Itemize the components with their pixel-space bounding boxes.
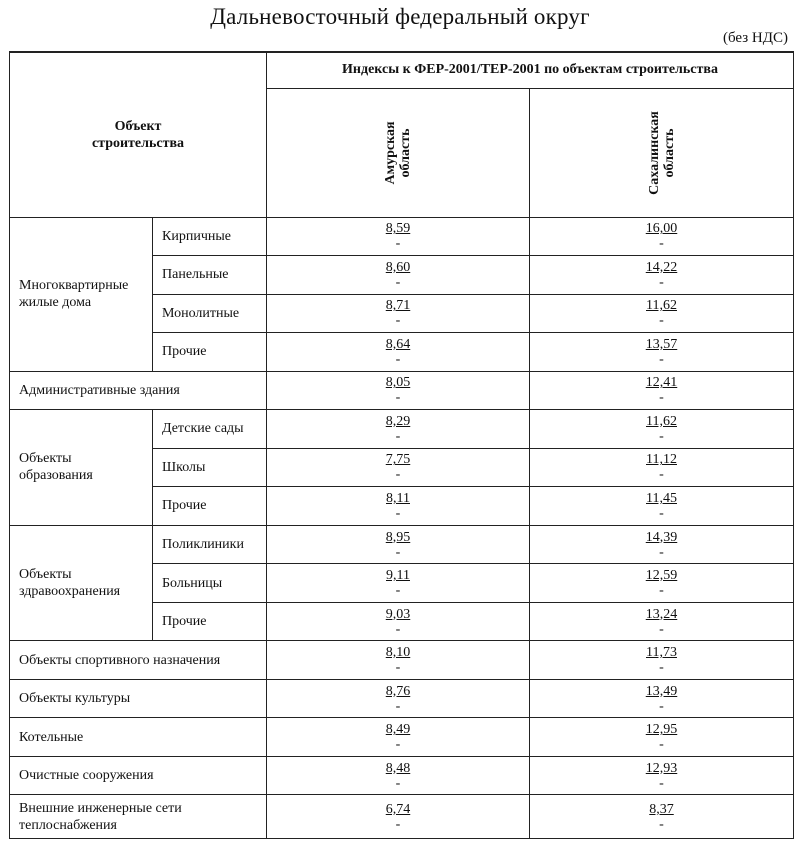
value-sakhalin: 14,39 - (530, 525, 794, 564)
value-sakhalin: 13,57 - (530, 333, 794, 372)
row-label: Монолитные (153, 294, 267, 333)
table-row (10, 756, 794, 795)
group-label-line1: Объекты (19, 451, 72, 467)
row-label: Объекты спортивного назначения (10, 641, 267, 680)
table-row (10, 795, 794, 839)
value-sakhalin: 12,41 - (530, 371, 794, 410)
row-label: Прочие (153, 602, 267, 641)
page-title: Дальневосточный федеральный округ (210, 4, 590, 29)
value-sakhalin: 14,22 - (530, 256, 794, 295)
value-amur: 9,11 - (267, 564, 530, 603)
row-label: Административные здания (10, 371, 267, 410)
value-amur: 8,95 - (267, 525, 530, 564)
value-amur: 6,74 - (267, 795, 530, 839)
header-col-amur-line2: область (398, 128, 413, 178)
index-table (9, 51, 794, 839)
table-row (10, 718, 794, 757)
value-amur: 8,10 - (267, 641, 530, 680)
row-label: Котельные (10, 718, 267, 757)
row-label: Больницы (153, 564, 267, 603)
vat-note: (без НДС) (722, 30, 788, 46)
header-col-sakhalin-line1: Сахалинская (646, 110, 662, 195)
header-col-amur-line1: Амурская (383, 120, 398, 185)
value-amur: 8,48 - (267, 756, 530, 795)
value-sakhalin: 12,93 - (530, 756, 794, 795)
value-amur: 7,75 - (267, 448, 530, 487)
group-label-line1: Объекты (19, 567, 72, 583)
table-row (10, 679, 794, 718)
value-sakhalin: 11,62 - (530, 410, 794, 449)
table-row (10, 371, 794, 410)
header-col-sakhalin (530, 88, 794, 217)
header-object-line2: строительства (91, 135, 185, 151)
row-label-line1: Внешние инженерные сети (19, 800, 182, 816)
row-label: Прочие (153, 333, 267, 372)
table-row (10, 641, 794, 680)
table-row (10, 410, 794, 449)
value-amur: 8,59 - (267, 217, 530, 256)
group-label (10, 217, 153, 371)
value-amur: 9,03 - (267, 602, 530, 641)
value-amur: 8,60 - (267, 256, 530, 295)
value-sakhalin: 12,95 - (530, 718, 794, 757)
header-col-amur (267, 88, 530, 217)
value-amur: 8,49 - (267, 718, 530, 757)
value-amur: 8,29 - (267, 410, 530, 449)
value-sakhalin: 11,62 - (530, 294, 794, 333)
row-label: Детские сады (153, 410, 267, 449)
row-label (10, 795, 267, 839)
row-label: Панельные (153, 256, 267, 295)
row-label-line2: теплоснабжения (19, 817, 117, 833)
value-sakhalin: 13,49 - (530, 679, 794, 718)
header-object (10, 52, 267, 217)
value-amur: 8,05 - (267, 371, 530, 410)
value-amur: 8,76 - (267, 679, 530, 718)
group-label-line1: Многоквартирные (19, 278, 129, 294)
group-label-line2: здравоохранения (19, 584, 121, 600)
value-sakhalin: 11,73 - (530, 641, 794, 680)
table-row (10, 525, 794, 564)
row-label: Очистные сооружения (10, 756, 267, 795)
value-sakhalin: 12,59 - (530, 564, 794, 603)
value-sakhalin: 16,00 - (530, 217, 794, 256)
value-sakhalin: 11,12 - (530, 448, 794, 487)
header-indices: Индексы к ФЕР-2001/ТЕР-2001 по объектам строительства (267, 52, 794, 88)
header-col-sakhalin-line2: область (661, 128, 677, 177)
header-object-line1: Объект (114, 118, 162, 134)
value-amur: 8,71 - (267, 294, 530, 333)
row-label: Поликлиники (153, 525, 267, 564)
group-label-line2: жилые дома (19, 295, 92, 311)
value-sakhalin: 13,24 - (530, 602, 794, 641)
group-label-line2: образования (19, 468, 93, 484)
value-sakhalin: 8,37 - (530, 795, 794, 839)
value-amur: 8,64 - (267, 333, 530, 372)
row-label: Кирпичные (153, 217, 267, 256)
group-label (10, 410, 153, 526)
value-amur: 8,11 - (267, 487, 530, 526)
row-label: Прочие (153, 487, 267, 526)
row-label: Школы (153, 448, 267, 487)
value-sakhalin: 11,45 - (530, 487, 794, 526)
group-label (10, 525, 153, 641)
table-row (10, 217, 794, 256)
row-label: Объекты культуры (10, 679, 267, 718)
